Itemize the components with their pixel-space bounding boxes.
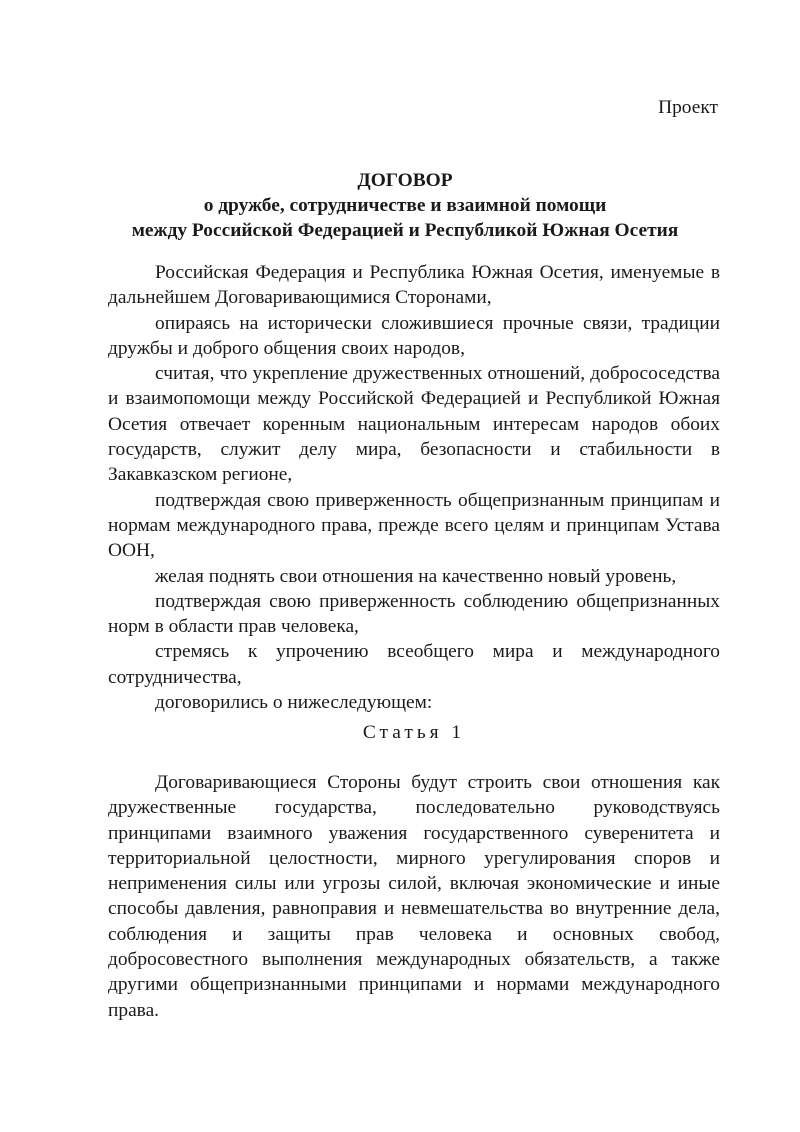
- article-1-body: [108, 770, 720, 1023]
- preamble-paragraph: считая, что укрепление дружественных отношений, добрососедства и взаимопомощи между Российской Федерацией и Республикой Южная Осетия отвечает коренным национальным интересам народов обоих государств, служит делу мира, безопасности и стабильности в Закавказском регионе,: [108, 363, 720, 486]
- article-1-heading: Статья 1: [362, 722, 466, 743]
- preamble-paragraph: договорились о нижеследующем:: [155, 692, 433, 714]
- preamble-paragraph: опираясь на исторически сложившиеся прочные связи, традиции дружбы и доброго общения своих народов,: [108, 312, 720, 359]
- preamble-paragraph: желая поднять свои отношения на качественно новый уровень,: [155, 565, 677, 587]
- preamble: [108, 260, 720, 715]
- document-subtitle-line-1: о дружбе, сотрудничестве и взаимной помощи: [203, 195, 607, 216]
- draft-label: Проект: [658, 97, 718, 118]
- document-subtitle-line-2: между Российской Федерацией и Республикой Южная Осетия: [131, 220, 679, 241]
- preamble-paragraph: подтверждая свою приверженность общепризнанным принципам и нормам международного права, прежде всего целям и принципам Устава ООН,: [108, 489, 720, 562]
- preamble-paragraph: подтверждая свою приверженность соблюдению общепризнанных норм в области прав человека,: [108, 590, 720, 638]
- preamble-paragraph: Российская Федерация и Республика Южная Осетия, именуемые в дальнейшем Договаривающимися Сторонами,: [108, 262, 720, 309]
- document-title: ДОГОВОР: [357, 170, 453, 191]
- preamble-paragraph: стремясь к упрочению всеобщего мира и международного сотрудничества,: [108, 641, 720, 688]
- document-heading: [60, 168, 750, 243]
- article-1-paragraph: Договаривающиеся Стороны будут строить свои отношения как дружественные государства, последовательно руководствуясь принципами взаимного уважения государственного суверенитета и территориальной целостности, мирного урегулирования споров и неприменения силы или угрозы силой, включая экономические и иные способы давления, равноправия и невмешательства во внутренние дела, соблюдения и защиты прав человека и основных свобод, добросовестного выполнения международных обязательств, а также другими общепризнанными принципами и нормами международного права.: [108, 772, 720, 1021]
